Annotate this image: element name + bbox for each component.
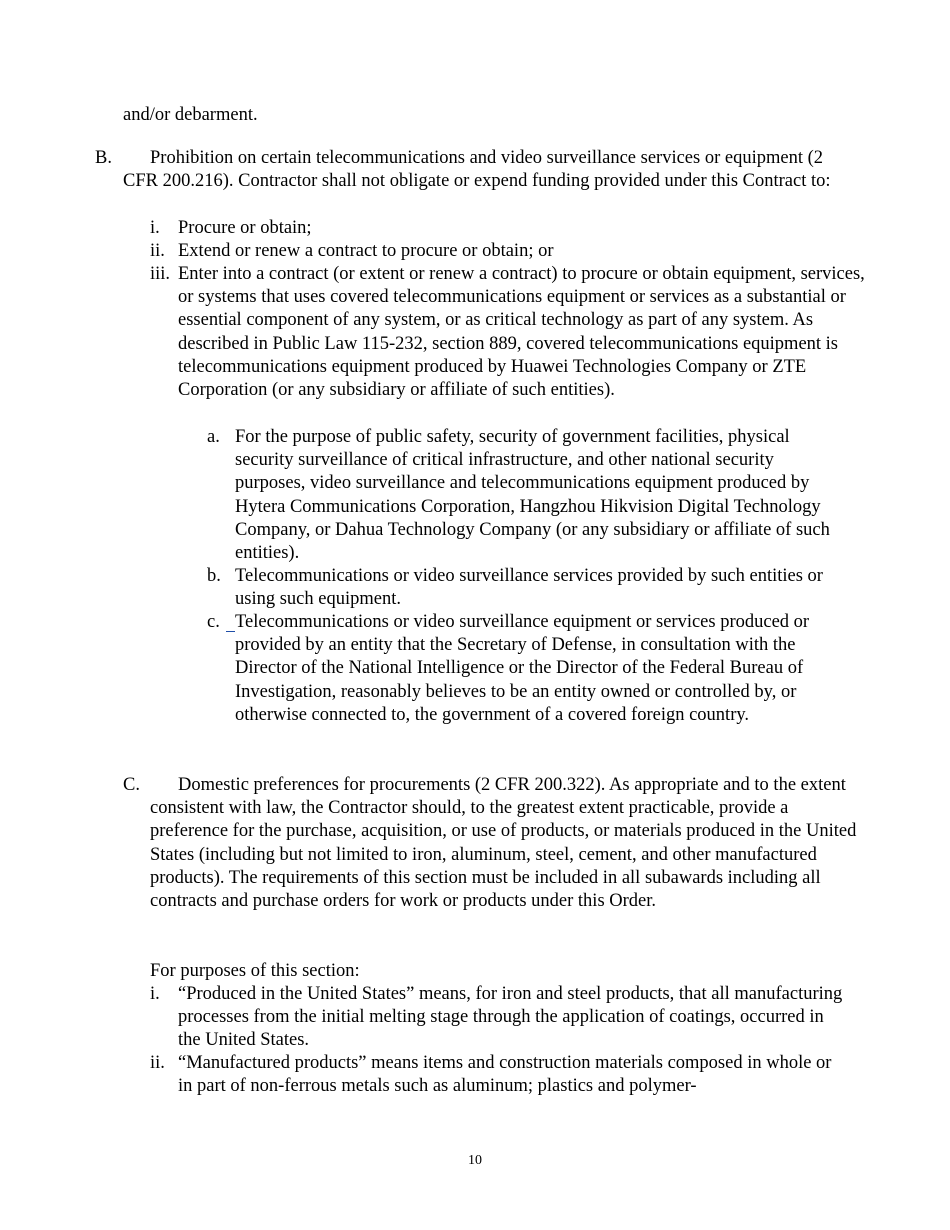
list-item: “Produced in the United States” means, for iron and steel products, that all manufacturing processes from the initial melting stage through the application of coatings, occurred in the United States. (178, 984, 843, 1051)
sublist-marker: a. (207, 427, 220, 447)
section-c-purposes: For purposes of this section: (150, 961, 360, 981)
list-marker: ii. (150, 1053, 165, 1073)
list-marker: ii. (150, 241, 165, 261)
sublist-marker: b. (207, 566, 221, 586)
sublist-item: Telecommunications or video surveillance services provided by such entities or using such equipment. (235, 566, 823, 610)
list-item: Extend or renew a contract to procure or obtain; or (178, 241, 554, 261)
list-item: Procure or obtain; (178, 218, 312, 238)
list-marker: i. (150, 218, 160, 238)
list-item: “Manufactured products” means items and construction materials composed in whole or in part of non-ferrous metals such as aluminum; plastics and polymer- (178, 1053, 832, 1097)
sublist-item: Telecommunications or video surveillance equipment or services produced or provided by an entity that the Secretary of Defense, in consultation with the Director of the National Intelligence or the Director of the Federal Bureau of Investigation, reasonably believes to be an entity owned or controlled by, or otherwise connected to, the government of a covered foreign country. (235, 612, 810, 725)
list-marker: iii. (150, 264, 171, 284)
section-b-intro: Prohibition on certain telecommunications and video surveillance services or equipment (2 CFR 200.216). Contractor shall not obligate or expend funding provided under this Contract to: (123, 148, 831, 192)
link-underline-mark (226, 631, 235, 632)
page-number: 10 (468, 1153, 482, 1168)
sublist-marker: c. (207, 612, 220, 632)
section-b-marker: B. (95, 148, 112, 168)
list-marker: i. (150, 984, 160, 1004)
section-c-intro: Domestic preferences for procurements (2 CFR 200.322). As appropriate and to the extent consistent with law, the Contractor should, to the greatest extent practicable, provide a preference for the purchase, acquisition, or use of products, or materials produced in the United States (including but not limited to iron, aluminum, steel, cement, and other manufactured products). The requirements of this section must be included in all subawards including all contracts and purchase orders for work or products under this Order. (150, 775, 857, 912)
section-c-marker: C. (123, 775, 140, 795)
sublist-item: For the purpose of public safety, security of government facilities, physical security surveillance of critical infrastructure, and other national security purposes, video surveillance and telecommunications equipment produced by Hytera Communications Corporation, Hangzhou Hikvision Digital Technology Company, or Dahua Technology Company (or any subsidiary or affiliate of such entities). (235, 427, 830, 564)
list-item: Enter into a contract (or extent or renew a contract) to procure or obtain equipment, services, or systems that uses covered telecommunications equipment or services as a substantial or essential component of any system, or as critical technology as part of any system. As described in Public Law 115-232, section 889, covered telecommunications equipment is telecommunications equipment produced by Huawei Technologies Company or ZTE Corporation (or any subsidiary or affiliate of such entities). (178, 264, 865, 401)
continuation-text: and/or debarment. (123, 105, 258, 125)
